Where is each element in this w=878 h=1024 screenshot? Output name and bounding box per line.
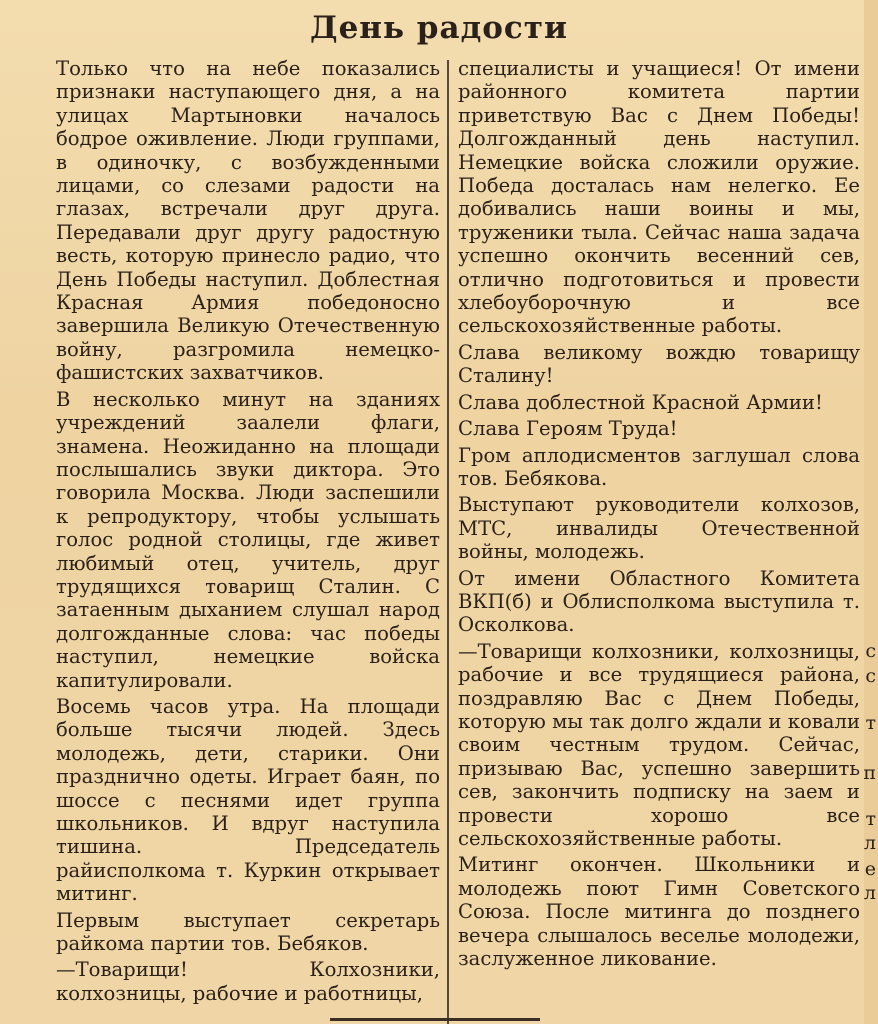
paragraph: Первым выступает секретарь райкома партии тов. Бебяков.	[56, 908, 440, 956]
edge-fragment: с	[865, 640, 876, 662]
paragraph: От имени Областного Комитета ВКП(б) и Облисполкома выступила т. Осколкова.	[458, 566, 860, 637]
paragraph: —Товарищи колхозники, колхозницы, рабочие и все трудящиеся района, поздравляю Вас с Днем Победы, которую мы так долго ждали и ковали своим честным трудом. Сейчас, призываю Вас, успешно завершить сев, закончить подписку на заем и провести хорошо все сельскохозяйственные работы.	[458, 639, 860, 850]
paragraph: Только что на небе показались признаки наступающего дня, а на улицах Мартыновки началось бодрое оживление. Люди группами, в одиночку, с возбужденными лицами, со слезами радости на глазах, встречали друг друга. Передавали друг другу радостную весть, которую принесло радио, что День Победы наступил. Доблестная Красная Армия победоносно завершила Великую Отечественную войну, разгромила немецко-фашистских захватчиков.	[56, 57, 440, 385]
paragraph: специалисты и учащиеся! От имени районного комитета партии приветствую Вас с Днем Победы! Долгожданный день наступил. Немецкие войска сложили оружие. Победа досталась нам нелегко. Ее добивались наши воины и мы, труженики тыла. Сейчас наша задача успешно окончить весенний сев, отлично подготовиться и провести хлебоуборочную и все сельскохозяйственные работы.	[458, 57, 860, 338]
paragraph: —Товарищи! Колхозники, колхозницы, рабочие и работницы,	[56, 958, 440, 1005]
paragraph: Гром аплодисментов заглушал слова тов. Бебякова.	[458, 443, 860, 490]
edge-fragment: л	[863, 882, 876, 904]
paragraph: Слава великому вождю товарищу Сталину!	[458, 340, 860, 388]
edge-fragment: т	[865, 712, 876, 734]
article-title: День радости	[310, 10, 568, 46]
bottom-rule	[330, 1018, 540, 1021]
right-column	[458, 57, 860, 973]
paragraph: Слава Героям Труда!	[458, 417, 678, 441]
edge-fragment: с	[865, 665, 876, 687]
paragraph: Митинг окончен. Школьники и молодежь поют Гимн Советского Союза. После митинга до позднего вечера слышалось веселье молодежи, заслуженное ликование.	[458, 853, 860, 971]
column-divider	[447, 60, 449, 1024]
paragraph: Слава доблестной Красной Армии!	[458, 390, 823, 414]
edge-fragment: т	[865, 808, 876, 830]
paragraph: В несколько минут на зданиях учреждений заалели флаги, знамена. Неожиданно на площади послышались звуки диктора. Это говорила Москва. Люди заспешили к репродуктору, чтобы услышать голос родной столицы, где живет любимый отец, учитель, друг трудящихся товарищ Сталин. С затаенным дыханием слушал народ долгожданные слова: час победы наступил, немецкие войска капитулировали.	[56, 387, 440, 692]
edge-fragment: л	[863, 832, 876, 854]
left-column	[56, 57, 440, 1008]
edge-fragment: е	[864, 858, 876, 880]
edge-fragment: п	[863, 762, 876, 784]
paragraph: Выступают руководители колхозов, МТС, инвалиды Отечественной войны, молодежь.	[458, 493, 860, 564]
paragraph: Восемь часов утра. На площади больше тысячи людей. Здесь молодежь, дети, старики. Они празднично одеты. Играет баян, по шоссе с песнями идет группа школьников. И вдруг наступила тишина. Председатель райисполкома т. Куркин открывает митинг.	[56, 694, 440, 906]
